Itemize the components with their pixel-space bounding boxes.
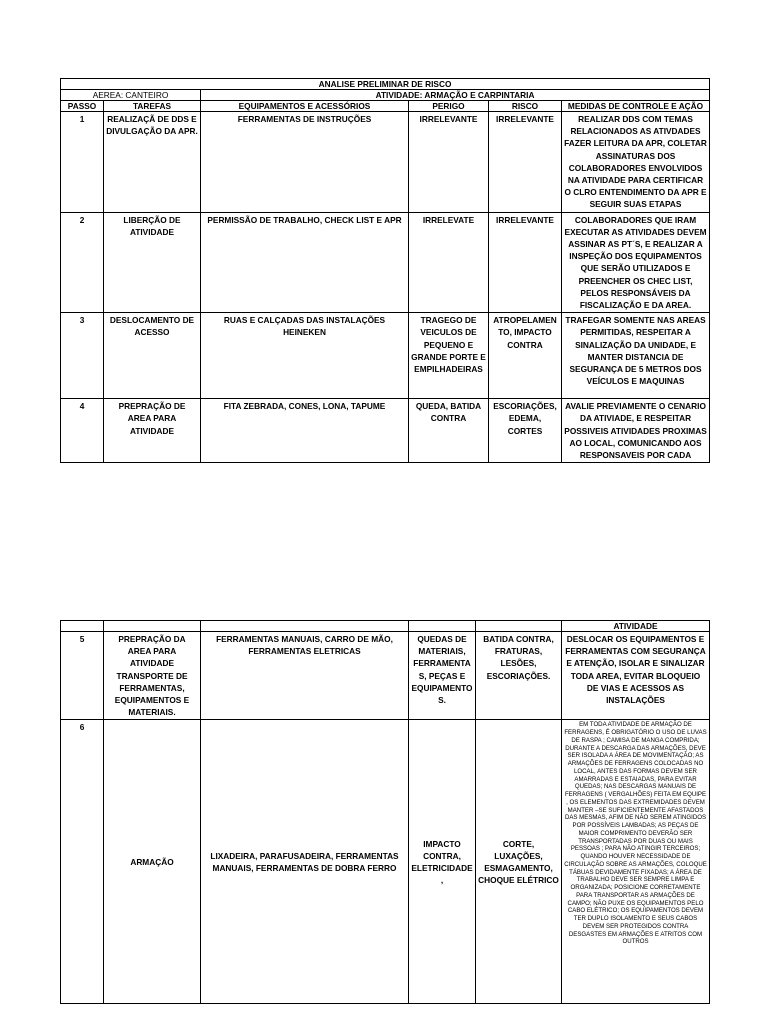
row-medidas: DESLOCAR OS EQUIPAMENTOS E FERRAMENTAS COM SEGURANÇA E ATENÇÃO, ISOLAR E SINALIZAR TODA AREA, EVITAR BLOQUEIO DE VIAS E ACESSOS AS INSTALAÇÕES	[562, 632, 710, 720]
row-passo: 5	[61, 632, 104, 720]
row-equipamentos: FERRAMENTAS MANUAIS, CARRO DE MÃO, FERRAMENTAS ELETRICAS	[201, 632, 409, 720]
row-passo: 1	[61, 112, 104, 213]
row-medidas: TRAFEGAR SOMENTE NAS AREAS PERMITIDAS, RESPEITAR A SINALIZAÇÃO DA UNIDADE, E MANTER DISTANCIA DE SEGURANÇA DE 5 METROS DOS VEÍCULOS E MAQUINAS	[562, 313, 710, 399]
risk-analysis-table-page2	[60, 620, 710, 1004]
activity-label: ATIVIDADE: ARMAÇÃO E CARPINTARIA	[201, 90, 710, 101]
table-title: ANALISE PRELIMINAR DE RISCO	[61, 79, 710, 90]
header-tarefas: TAREFAS	[104, 101, 201, 112]
table-row	[61, 720, 710, 1004]
row-perigo: IRRELEVATE	[409, 212, 489, 313]
row-risco: ATROPELAMENTO, IMPACTO CONTRA	[489, 313, 562, 399]
continuation-header-row	[61, 621, 710, 632]
row-perigo: QUEDA, BATIDA CONTRA	[409, 399, 489, 463]
row-risco: BATIDA CONTRA, FRATURAS, LESÕES, ESCORIAÇÕES.	[476, 632, 562, 720]
row-tarefa: LIBERÇÃO DE ATIVIDADE	[104, 212, 201, 313]
row-perigo: IMPACTO CONTRA, ELETRICIDADE,	[409, 720, 476, 1004]
row-tarefa: PREPRAÇÃO DA AREA PARA ATIVIDADE TRANSPORTE DE FERRAMENTAS, EQUIPAMENTOS E MATERIAIS.	[104, 632, 201, 720]
empty-header-cell	[104, 621, 201, 632]
empty-header-cell	[61, 621, 104, 632]
row-equipamentos: FERRAMENTAS DE INSTRUÇÕES	[201, 112, 409, 213]
row-risco: ESCORIAÇÕES, EDEMA, CORTES	[489, 399, 562, 463]
header-risco: RISCO	[489, 101, 562, 112]
row-passo: 6	[61, 720, 104, 1004]
row-medidas: COLABORADORES QUE IRAM EXECUTAR AS ATIVIDADES DEVEM ASSINAR AS PT´S, E REALIZAR A INSPEÇÃO DOS EQUIPAMENTOS QUE SERÃO UTILIZADOS E PREENCHER OS CHEC LIST, PELOS RESPONSÁVEIS DA FISCALIZAÇÃO E DA AREA.	[562, 212, 710, 313]
row-perigo: IRRELEVANTE	[409, 112, 489, 213]
header-medidas: MEDIDAS DE CONTROLE E AÇÃO	[562, 101, 710, 112]
row-equipamentos: LIXADEIRA, PARAFUSADEIRA, FERRAMENTAS MANUAIS, FERRAMENTAS DE DOBRA FERRO	[201, 720, 409, 1004]
row-tarefa: DESLOCAMENTO DE ACESSO	[104, 313, 201, 399]
row-risco: CORTE, LUXAÇÕES, ESMAGAMENTO, CHOQUE ELÉTRICO	[476, 720, 562, 1004]
header-atividade: ATIVIDADE	[562, 621, 710, 632]
table-row	[61, 313, 710, 399]
row-passo: 4	[61, 399, 104, 463]
row-equipamentos: RUAS E CALÇADAS DAS INSTALAÇÕES HEINEKEN	[201, 313, 409, 399]
area-row	[61, 90, 710, 101]
row-tarefa: PREPRAÇÃO DE AREA PARA ATIVIDADE	[104, 399, 201, 463]
table-title-row	[61, 79, 710, 90]
row-passo: 3	[61, 313, 104, 399]
area-label: AEREA: CANTEIRO	[61, 90, 201, 101]
empty-header-cell	[476, 621, 562, 632]
row-medidas: AVALIE PREVIAMENTE O CENARIO DA ATIVIADE, E RESPEITAR POSSIVEIS ATIVIDADES PROXIMAS AO LOCAL, COMUNICANDO AOS RESPONSAVEIS POR CADA	[562, 399, 710, 463]
table-row	[61, 112, 710, 213]
table-row	[61, 399, 710, 463]
row-passo: 2	[61, 212, 104, 313]
risk-analysis-table-page1	[60, 78, 710, 463]
row-equipamentos: PERMISSÃO DE TRABALHO, CHECK LIST E APR	[201, 212, 409, 313]
column-header-row	[61, 101, 710, 112]
table-row	[61, 212, 710, 313]
empty-header-cell	[409, 621, 476, 632]
row-risco: IRRELEVANTE	[489, 112, 562, 213]
header-perigo: PERIGO	[409, 101, 489, 112]
row-perigo: QUEDAS DE MATERIAIS, FERRAMENTAS, PEÇAS E EQUIPAMENTOS.	[409, 632, 476, 720]
row-perigo: TRAGEGO DE VEICULOS DE PEQUENO E GRANDE PORTE E EMPILHADEIRAS	[409, 313, 489, 399]
row-tarefa: REALIZAÇÃ DE DDS E DIVULGAÇÃO DA APR.	[104, 112, 201, 213]
row-medidas: EM TODA ATIVIDADE DE ARMAÇÃO DE FERRAGENS, É OBRIGATÓRIO O USO DE LUVAS DE RASPA ; CAMISA DE MANGA COMPRIDA; DURANTE A DESCARGA DAS ARMAÇÕES, DEVE SER ISOLADA A ÁREA DE MOVIMENTAÇÃO; AS ARMAÇÕES DE FERRAGENS COLOCADAS NO LOCAL, ANTES DAS FORMAS DEVEM SER AMARRADAS E ESTAIADAS, PARA EVITAR QUEDAS; NAS DESCARGAS MANUAIS DE FERRAGENS ( VERGALHÕES) FEITA EM EQUIPE , OS ELEMENTOS DAS EXTREMIDADES DEVEM MANTER –SE SUFICIENTEMENTE AFASTADOS DAS MESMAS, AFIM DE NÃO SEREM ATINGIDOS POR POSSÍVEIS LAMBADAS; AS PEÇAS DE MAIOR COMPRIMENTO DEVERÃO SER TRANSPORTADAS POR DUAS OU MAIS PESSOAS ; PARA NÃO ATINGIR TERCEIROS; QUANDO HOUVER NECESSIDADE DE CIRCULAÇÃO SOBRE AS ARMAÇÕES, COLOQUE TÁBUAS DEVIDAMENTE FIXADAS; A ÁREA DE TRABALHO DEVE SER SEMPRE LIMPA E ORGANIZADA; POSICIONE CORRETAMENTE PARA TRANSPORTAR AS ARMAÇÕES DE CAMPO; NÃO PUXE OS EQUIPAMENTOS PELO CABO ELÉTRICO; OS EQUIPAMENTOS DEVEM TER DUPLO ISOLAMENTO E SEUS CABOS DEVEM SER PROTEGIDOS CONTRA DESGASTES EM ARMAÇÕES E ATRITOS COM OUTROS	[562, 720, 710, 1004]
row-risco: IRRELEVANTE	[489, 212, 562, 313]
table-row	[61, 632, 710, 720]
header-equipamentos: EQUIPAMENTOS E ACESSÓRIOS	[201, 101, 409, 112]
header-passo: PASSO	[61, 101, 104, 112]
empty-header-cell	[201, 621, 409, 632]
row-medidas: REALIZAR DDS COM TEMAS RELACIONADOS AS ATIVDADES FAZER LEITURA DA APR, COLETAR ASSINATURAS DOS COLABORADORES ENVOLVIDOS NA ATIVIDADE PARA CERTIFICAR O CLRO ENTENDIMENTO DA APR E SEGUIR SUAS ETAPAS	[562, 112, 710, 213]
row-tarefa: ARMAÇÃO	[104, 720, 201, 1004]
row-equipamentos: FITA ZEBRADA, CONES, LONA, TAPUME	[201, 399, 409, 463]
